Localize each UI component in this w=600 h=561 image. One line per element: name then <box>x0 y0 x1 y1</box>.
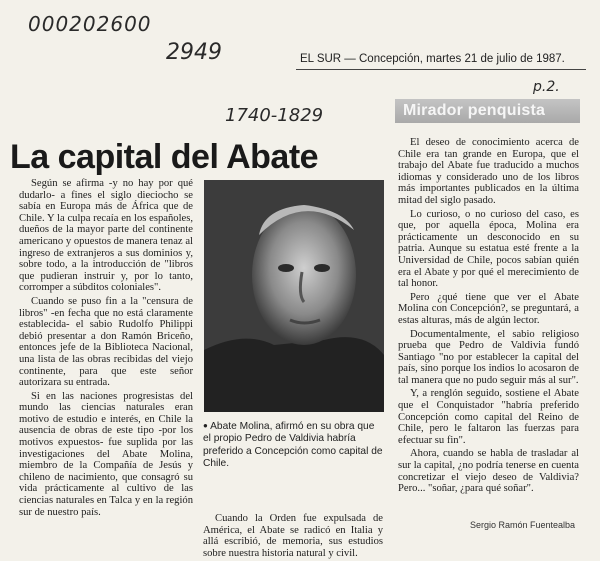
byline: Sergio Ramón Fuentealba <box>470 520 576 530</box>
right-column <box>398 137 579 497</box>
paragraph: El deseo de conocimiento acerca de Chile era tan grande en Europa, que el trabajo del Abate fue traducido a muchos idiomas y considerado uno de los libros más importantes publicados en la última mitad del siglo pasado. <box>398 137 579 206</box>
paragraph: Pero ¿qué tiene que ver el Abate Molina con Concepción?, se preguntará, a estas alturas, más de algún lector. <box>398 291 579 326</box>
portrait-illustration <box>204 180 384 412</box>
paragraph: Y, a renglón seguido, sostiene el Abate que el Conquistador "habría preferido Concepción como capital del Reino de Chile, pero le faltaron las fuerzas para efectuar su fin". <box>398 388 579 446</box>
divider <box>296 69 586 70</box>
photo-caption <box>203 420 383 471</box>
handwritten-number: 2949 <box>166 40 222 65</box>
dateline: EL SUR — Concepción, martes 21 de julio de 1987. <box>300 53 565 65</box>
paragraph: Documentalmente, el sabio religioso prueba que Pedro de Valdivia fundó Santiago "no por establecer la capital del país, sino porque los indios lo acosaron de tal manera que no pudo seguir más al sur". <box>398 328 579 386</box>
handwritten-years: 1740-1829 <box>225 105 324 126</box>
paragraph: Cuando la Orden fue expulsada de América, el Abate se radicó en Italia y allá escribió, de memoria, sus estudios sobre nuestra historia natural y civil. <box>203 513 383 559</box>
bullet-icon: ● <box>203 421 208 430</box>
left-column <box>19 178 193 520</box>
paragraph: Según se afirma -y no hay por qué dudarlo- a fines el siglo dieciocho se sabía en Europa más de África que de Chile. Y la culpa recaía en los españoles, dueños de la mayor parte del continente americano y opuestos de manera tenaz al ingreso de extranjeros a sus dominios y, sobre todo, a la introducción de "libros que pudieran instruir y, por lo tanto, corromper a súbditos coloniales". <box>19 178 193 294</box>
paragraph: Si en las naciones progresistas del mundo las ciencias naturales eran motivo de estudio e interés, en Chile la ausencia de obras de este tipo -por los motivos expuestos- fue suplida por las investigaciones del Abate Molina, miembro de la Compañía de Jesús y chileno de nacimiento, que consagró su vida prácticamente al cultivo de las ciencias naturales en Talca y en la región sur de nuestro país. <box>19 390 193 518</box>
handwritten-archive-code: 000202600 <box>28 12 152 36</box>
paragraph: Ahora, cuando se habla de trasladar al sur la capital, ¿no podría tenerse en cuenta concretizar el viejo deseo de Valdivia? Pero... "soñar, ¿para qué soñar". <box>398 448 579 495</box>
caption-text: Abate Molina, afirmó en su obra que el propio Pedro de Valdivia habría preferido a Concepción como capital de Chile. <box>203 420 383 470</box>
section-label: Mirador penquista <box>395 99 580 123</box>
paragraph: Cuando se puso fin a la "censura de libros" -en fecha que no está claramente establecida- el sabio Rudolfo Philippi debió presentar a don Ramón Briceño, entonces jefe de la Biblioteca Nacional, una lista de las obras recibidas del viejo continente, para que este señor autorizara su entrada. <box>19 295 193 389</box>
portrait-photo <box>204 180 384 412</box>
middle-column <box>203 513 383 561</box>
handwritten-page-mark: p.2. <box>533 79 560 95</box>
paragraph: Lo curioso, o no curioso del caso, es que, por aquella época, Molina era prácticamente un desconocido en su patria. Aunque su estatua esté frente a la Universidad de Chile, pocos sabían quién era el Abate y por qué el merecimiento de tal honor. <box>398 208 579 290</box>
headline: La capital del Abate <box>10 138 319 176</box>
